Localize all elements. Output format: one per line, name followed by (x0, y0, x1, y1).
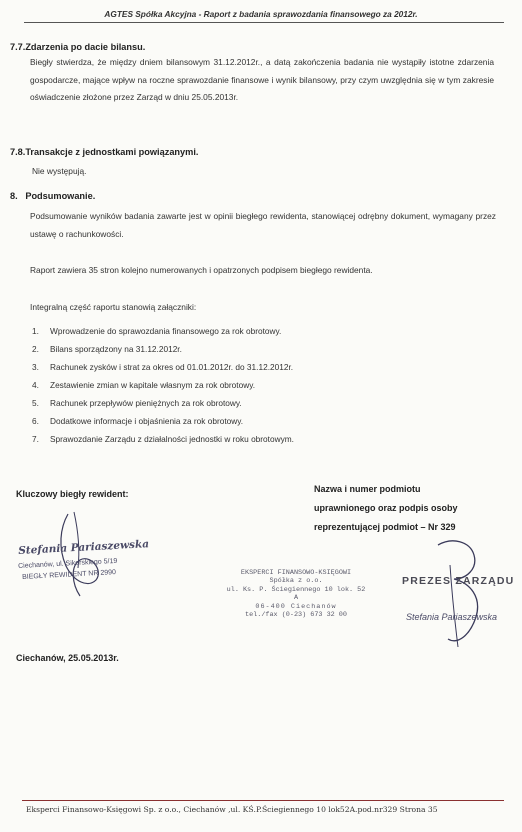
attachment-item (32, 434, 294, 444)
company-stamp-line: Spółka z o.o. (269, 577, 323, 586)
company-stamp-line: tel./fax (0-23) 673 32 00 (245, 611, 347, 620)
footer-divider (22, 800, 504, 801)
company-stamp-line: EKSPERCI FINANSOWO-KSIĘGOWI (240, 569, 352, 577)
company-stamp-line: 06-400 Ciechanów (255, 602, 337, 611)
attachment-text: Rachunek zysków i strat za okres od 01.01.2012r. do 31.12.2012r. (50, 362, 294, 372)
auditor-stamp-license: BIEGŁY REWIDENT NR 2990 (22, 569, 117, 581)
company-stamp-line: ul. Ks. P. Ściegiennego 10 lok. 52 A (226, 585, 366, 603)
attachment-text: Dodatkowe informacje i objaśnienia za rok obrotowy. (50, 416, 244, 426)
attachment-number: 5. (32, 398, 39, 408)
entity-heading-line-3: reprezentującej podmiot – Nr 329 (314, 522, 456, 532)
attachment-number: 4. (32, 380, 39, 390)
attachment-text: Zestawienie zmian w kapitale własnym za rok obrotowy. (50, 380, 256, 390)
attachment-number: 6. (32, 416, 39, 426)
attachment-item (32, 344, 182, 354)
attachment-item (32, 326, 281, 336)
running-header: AGTES Spółka Akcyjna - Raport z badania sprawozdania finansowego za 2012r. (104, 9, 418, 19)
attachment-text: Wprowadzenie do sprawozdania finansowego za rok obrotowy. (50, 326, 282, 336)
attachments-intro: Integralną część raportu stanowią załączniki: (30, 302, 197, 312)
board-stamp-title: PREZES ZARZĄDU (402, 575, 515, 587)
attachment-number: 3. (32, 362, 39, 372)
company-stamp (226, 569, 366, 619)
header-divider (24, 22, 504, 23)
attachment-number: 7. (32, 434, 39, 444)
section-title-7-7: 7.7.Zdarzenia po dacie bilansu. (10, 42, 146, 52)
board-signature (430, 535, 490, 655)
section-body-7-7: Biegły stwierdza, że między dniem bilansowym 31.12.2012r., a datą zakończenia badania nie wystąpiły istotne zdarzenia gospodarcze, mające wpływ na roczne sprawozdanie finansowe i wynik bilansowy, przy czym uwzględnia się w tym zakresie oświadczenie złożone przez Zarząd w dniu 25.05.2013r. (30, 57, 494, 102)
auditor-stamp-name: Stefania Pariaszewska (18, 538, 150, 557)
page-count-note: Raport zawiera 35 stron kolejno numerowanych i opatrzonych podpisem biegłego rewidenta. (30, 265, 373, 275)
section-title-8: 8. Podsumowanie. (10, 191, 96, 201)
attachment-item (32, 416, 243, 426)
attachment-text: Rachunek przepływów pieniężnych za rok obrotowy. (50, 398, 242, 408)
attachment-item (32, 362, 293, 372)
attachment-number: 2. (32, 344, 39, 354)
attachment-text: Sprawozdanie Zarządu z działalności jednostki w roku obrotowym. (50, 434, 294, 444)
attachment-item (32, 398, 242, 408)
section-body-7-8: Nie występują. (32, 166, 87, 176)
page-footer: Eksperci Finansowo-Księgowi Sp. z o.o., Ciechanów ,ul. KŚ.P.Ściegiennego 10 lok52A.pod.nr329 Strona 35 (26, 805, 438, 814)
attachment-text: Bilans sporządzony na 31.12.2012r. (50, 344, 182, 354)
entity-heading-line-1: Nazwa i numer podmiotu (314, 484, 421, 494)
attachment-item (32, 380, 255, 390)
entity-heading-line-2: uprawnionego oraz podpis osoby (314, 503, 458, 513)
key-auditor-heading: Kluczowy biegły rewident: (16, 489, 129, 499)
place-date: Ciechanów, 25.05.2013r. (16, 653, 119, 663)
section-title-7-8: 7.8.Transakcje z jednostkami powiązanymi. (10, 147, 199, 157)
summary-paragraph: Podsumowanie wyników badania zawarte jest w opinii biegłego rewidenta, stanowiącej odrębny dokument, wymagany przez ustawę o rachunkowości. (30, 211, 496, 239)
auditor-stamp-address: Ciechanów, ul. Sikorskiego 5/19 (18, 557, 118, 570)
attachment-number: 1. (32, 326, 39, 336)
board-stamp-name: Stefania Pariaszewska (406, 612, 498, 622)
